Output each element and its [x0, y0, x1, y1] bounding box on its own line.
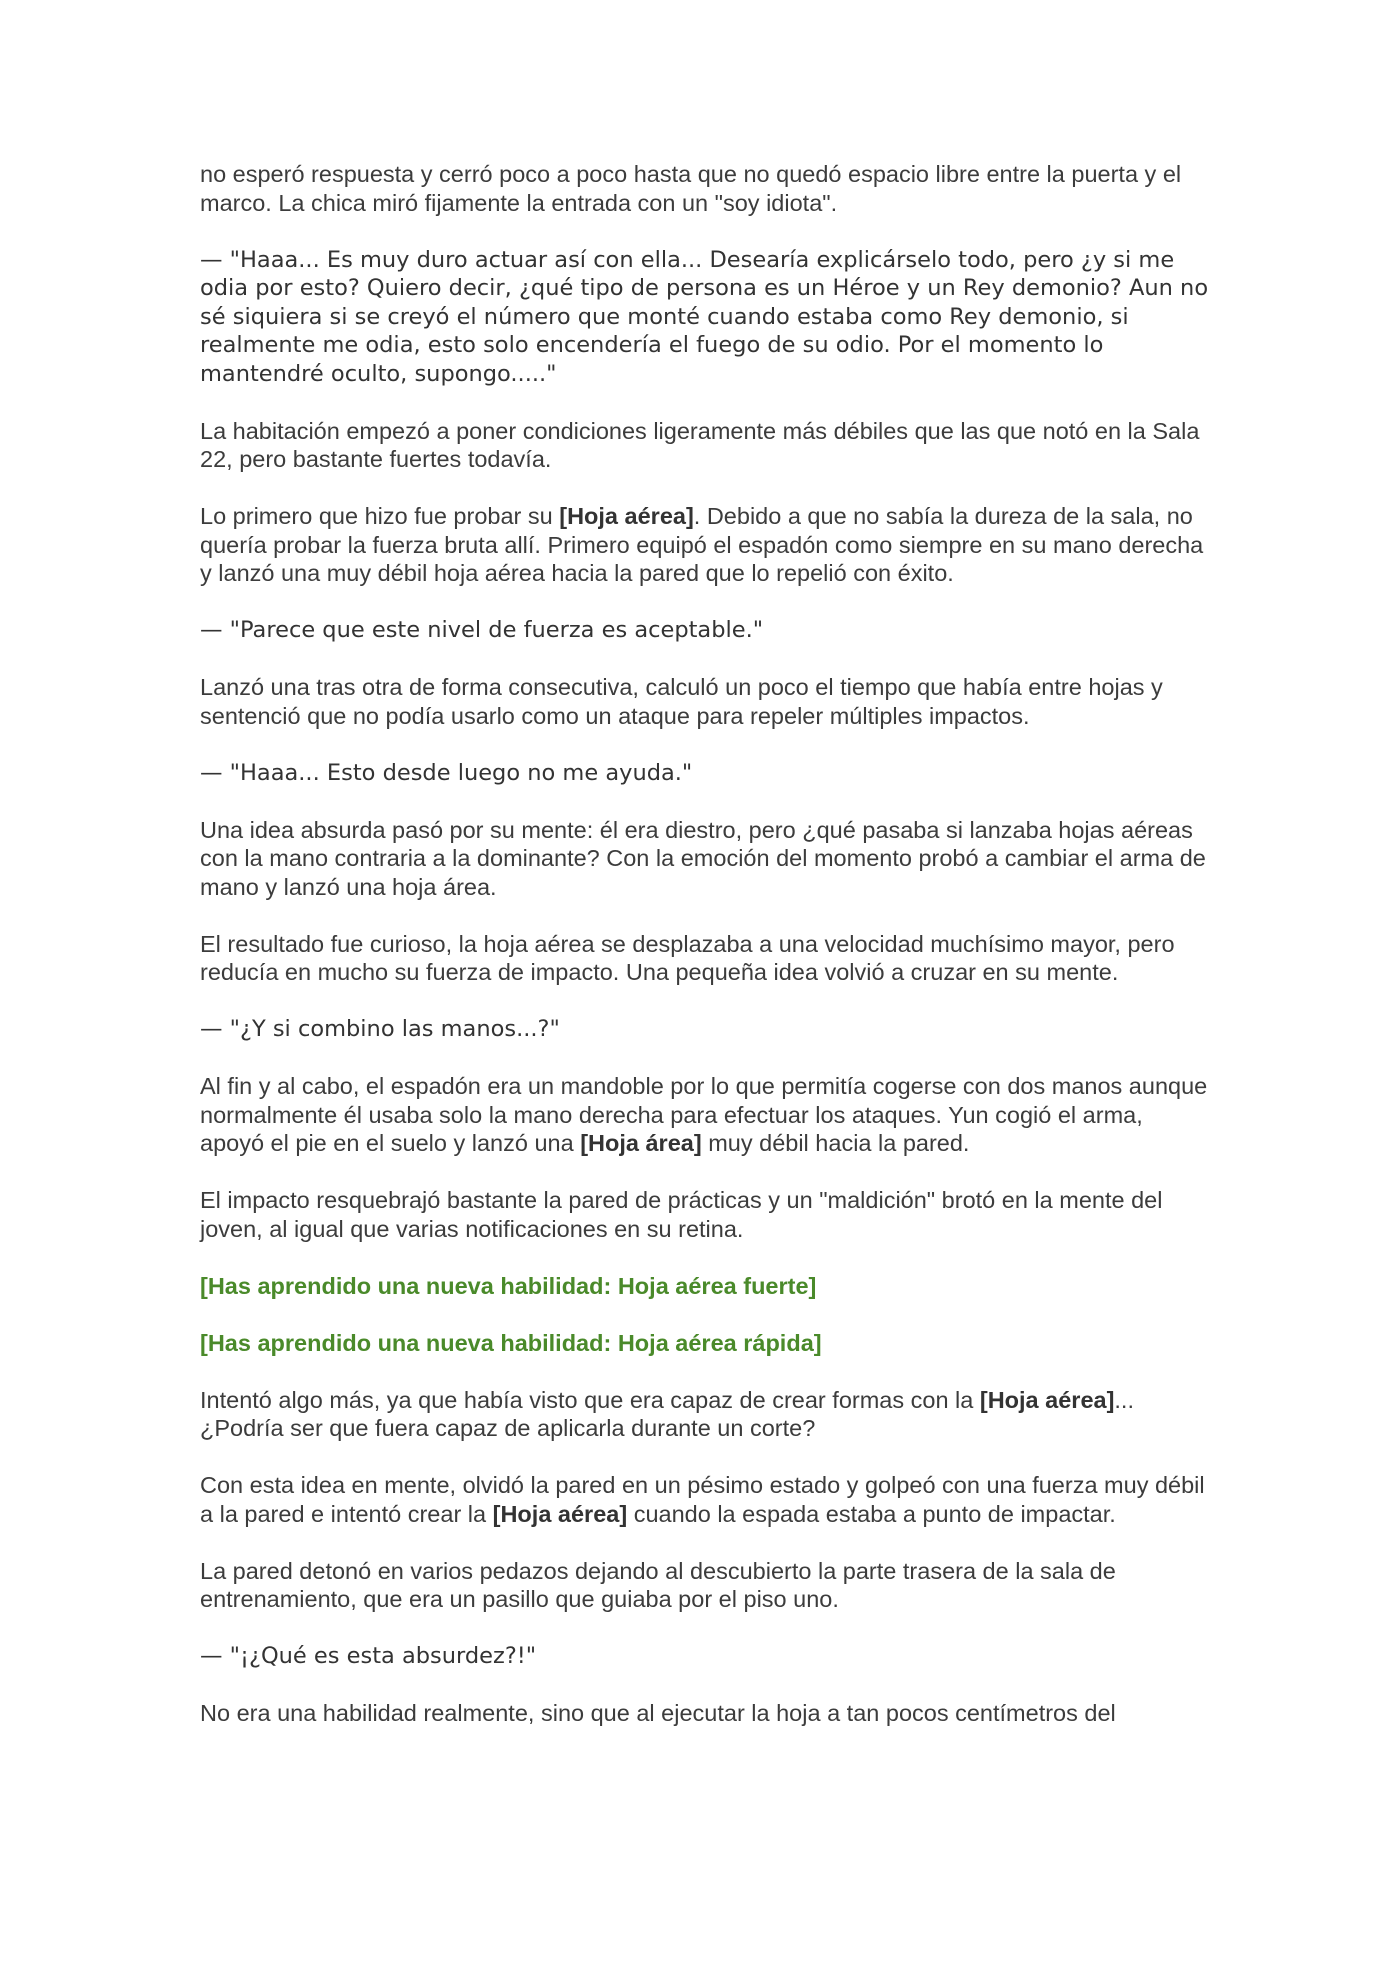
- paragraph-12: [200, 1699, 1210, 1728]
- skill-name-bold: [Hoja aérea]: [492, 1500, 628, 1527]
- dialogue-text: — "Haaa... Esto desde luego no me ayuda.": [200, 759, 693, 786]
- paragraph-3: [200, 502, 1210, 588]
- dialogue-3: [200, 759, 1210, 788]
- paragraph-text: . Debido a que no sabía la dureza de la sala, no quería probar la fuerza bruta allí. Primero equipó el espadón como siempre en su mano derecha y lanzó una muy débil hoja aérea hacia la pared que lo repelió con éxito.: [200, 503, 1204, 586]
- dialogue-text: — "¿Y si combino las manos...?": [200, 1016, 560, 1042]
- paragraph-10: [200, 1471, 1210, 1528]
- paragraph-text: Lanzó una tras otra de forma consecutiva, calculó un poco el tiempo que había entre hojas y sentenció que no podía usarlo como un ataque para repeler múltiples impactos.: [200, 674, 1163, 729]
- dialogue-text: — "Parece que este nivel de fuerza es aceptable.": [200, 617, 764, 643]
- paragraph-4: [200, 673, 1210, 730]
- skill-name-bold: [Hoja aérea]: [979, 1386, 1115, 1413]
- paragraph-1: [200, 160, 1210, 217]
- paragraph-text: ... ¿Podría ser que fuera capaz de aplicarla durante un corte?: [200, 1386, 1134, 1441]
- dialogue-1: [200, 246, 1210, 389]
- paragraph-text: Lo primero que hizo fue probar su: [200, 503, 560, 529]
- paragraph-text: El impacto resquebrajó bastante la pared de prácticas y un "maldición" brotó en la mente del joven, al igual que varias notificaciones en su retina.: [200, 1187, 1163, 1242]
- notification-text: [Has aprendido una nueva habilidad: Hoja aérea rápida]: [200, 1329, 822, 1356]
- paragraph-text: La habitación empezó a poner condiciones ligeramente más débiles que las que notó en la Sala 22, pero bastante fuertes todavía.: [200, 417, 1200, 472]
- dialogue-5: [200, 1642, 1210, 1671]
- paragraph-9: [200, 1386, 1210, 1443]
- paragraph-text: El resultado fue curioso, la hoja aérea se desplazaba a una velocidad muchísimo mayor, pero reducía en mucho su fuerza de impacto. Una pequeña idea volvió a cruzar en su mente.: [200, 930, 1175, 985]
- paragraph-text: Al fin y al cabo, el espadón era un mandoble por lo que permitía cogerse con dos manos aunque normalmente él usaba solo la mano derecha para efectuar los ataques. Yun cogió el arma, apoyó el pie en el suelo y lanzó una: [200, 1073, 1208, 1156]
- notification-1: [200, 1272, 1210, 1301]
- paragraph-text: Una idea absurda pasó por su mente: él era diestro, pero ¿qué pasaba si lanzaba hojas aéreas con la mano contraria a la dominante? Con la emoción del momento probó a cambiar el arma de mano y lanzó una hoja área.: [200, 816, 1206, 900]
- paragraph-text: No era una habilidad realmente, sino que al ejecutar la hoja a tan pocos centímetros del: [200, 1700, 1116, 1726]
- notification-2: [200, 1329, 1210, 1358]
- dialogue-4: [200, 1015, 1210, 1044]
- skill-name-bold: [Hoja aérea]: [559, 503, 694, 529]
- paragraph-7: [200, 1072, 1210, 1158]
- paragraph-text: La pared detonó en varios pedazos dejando al descubierto la parte trasera de la sala de entrenamiento, que era un pasillo que guiaba por el piso uno.: [200, 1557, 1116, 1612]
- paragraph-text: cuando la espada estaba a punto de impactar.: [627, 1500, 1116, 1527]
- dialogue-text: — "Haaa... Es muy duro actuar así con ella... Desearía explicárselo todo, pero ¿y si me odia por esto? Quiero decir, ¿qué tipo de persona es un Héroe y un Rey demonio? Aun no sé siquiera si se creyó el número que monté cuando estaba como Rey demonio, si realmente me odia, esto solo encendería el fuego de su odio. Por el momento lo mantendré oculto, supongo.....": [200, 246, 1209, 387]
- paragraph-5: [200, 816, 1210, 902]
- dialogue-text: — "¡¿Qué es esta absurdez?!": [200, 1643, 537, 1669]
- dialogue-2: [200, 616, 1210, 645]
- paragraph-text: Intentó algo más, ya que había visto que era capaz de crear formas con la: [200, 1386, 980, 1413]
- paragraph-text: muy débil hacia la pared.: [701, 1130, 970, 1156]
- paragraph-2: [200, 417, 1210, 474]
- skill-name-bold: [Hoja área]: [580, 1130, 702, 1156]
- paragraph-8: [200, 1186, 1210, 1243]
- document-body: [200, 160, 1210, 1728]
- paragraph-text: Con esta idea en mente, olvidó la pared en un pésimo estado y golpeó con una fuerza muy débil a la pared e intentó crear la: [200, 1472, 1205, 1527]
- paragraph-6: [200, 930, 1210, 987]
- paragraph-text: no esperó respuesta y cerró poco a poco hasta que no quedó espacio libre entre la puerta y el marco. La chica miró fijamente la entrada con un "soy idiota".: [200, 161, 1182, 216]
- paragraph-11: [200, 1557, 1210, 1614]
- notification-text: [Has aprendido una nueva habilidad: Hoja aérea fuerte]: [200, 1272, 817, 1299]
